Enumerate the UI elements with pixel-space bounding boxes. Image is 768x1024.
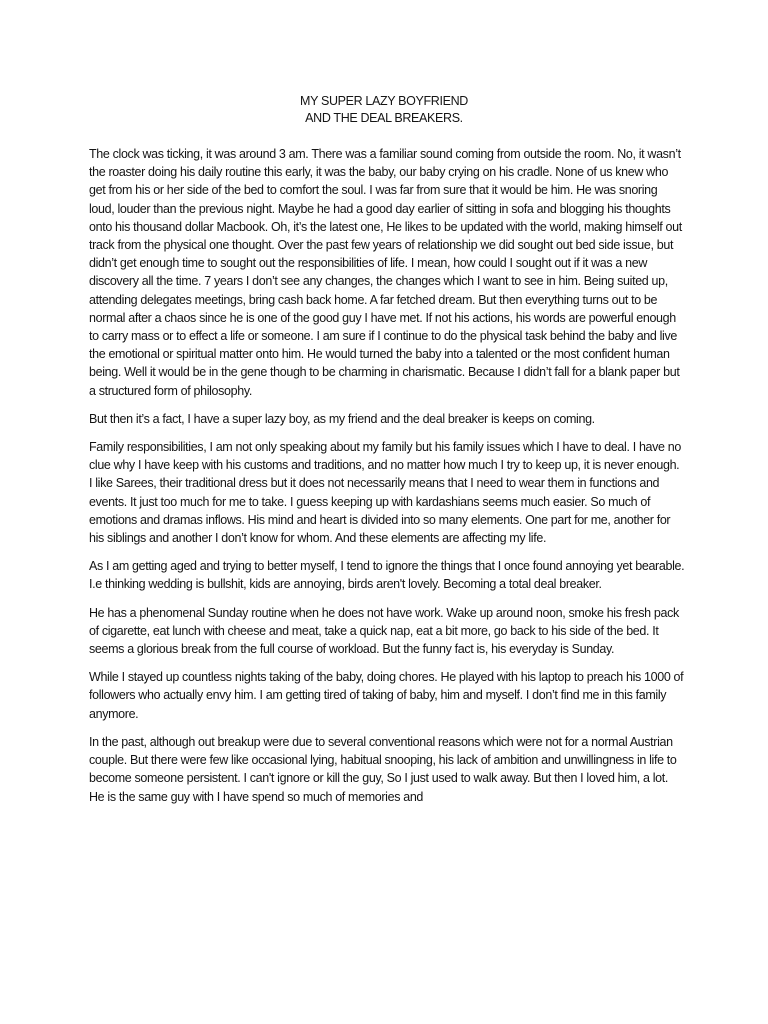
paragraph-7: In the past, although out breakup were due to several conventional reasons which were not for a normal Austrian couple. But there were few like occasional lying, habitual snooping, his lack of ambition and unwillingness in life to become someone persistent. I can't ignore or kill the guy, So I just used to walk away. But then I loved him, a lot. He is the same guy with I have spend so much of memories and: [89, 734, 677, 804]
paragraph-3: Family responsibilities, I am not only speaking about my family but his family issues which I have to deal. I have no clue why I have keep with his customs and traditions, and no matter how much I try to keep up, it is never enough. I like Sarees, their traditional dress but it does not necessarily means that I need to wear them in functions and events. It just too much for me to take. I guess keeping up with kardashians seems much easier. So much of emotions and dramas inflows. His mind and heart is divided into so many elements. One part for me, another for his siblings and another I don’t know for whom. And these elements are affecting my life.: [89, 440, 681, 546]
title-line-2: AND THE DEAL BREAKERS.: [305, 111, 463, 125]
document-body: [89, 145, 685, 1005]
paragraph-2: But then it’s a fact, I have a super lazy boy, as my friend and the deal breaker is keeps on coming.: [89, 411, 595, 426]
document-title: [0, 93, 768, 127]
paragraph-6: While I stayed up countless nights taking of the baby, doing chores. He played with his laptop to preach his 1000 of followers who actually envy him. I am getting tired of taking of baby, him and myself. I don’t find me in this family anymore.: [89, 670, 684, 721]
paragraph-5: He has a phenomenal Sunday routine when he does not have work. Wake up around noon, smoke his fresh pack of cigarette, eat lunch with cheese and meat, take a quick nap, eat a bit more, go back to his side of the bed. It seems a glorious break from the full course of workload. But the funny fact is, his everyday is Sunday.: [89, 605, 679, 657]
paragraph-1: The clock was ticking, it was around 3 am. There was a familiar sound coming from outside the room. No, it wasn’t the roaster doing his daily routine this early, it was the baby, our baby crying on his cradle. None of us knew who get from his or her side of the bed to comfort the soul. I was far from sure that it would be him. He was snoring loud, louder than the previous night. Maybe he had a good day earlier of sitting in sofa and blogging his thoughts onto his thousand dollar Macbook. Oh, it’s the latest one, He likes to be updated with the world, making himself out track from the physical one thought. Over the past few years of relationship we did sought out bed side issue, but didn’t get enough time to sought out the responsibilities of life. I mean, how could I sought out if it was a new discovery all the time. 7 years I don’t see any changes, the changes which I want to see in him. Being suited up, attending delegates meetings, bring cash back home. A far fetched dream. But then everything turns out to be normal after a chaos since he is one of the good guy I have met. If not his actions, his words are powerful enough to carry mass or to effect a life or someone. I am sure if I continue to do the physical task behind the baby and live the emotional or spiritual matter onto him. He would turned the baby into a talented or the most confident human being. Well it would be in the gene though to be charming in charismatic. Because I didn’t fall for a blank paper but a structured form of philosophy.: [89, 147, 682, 398]
paragraph-4: As I am getting aged and trying to better myself, I tend to ignore the things that I once found annoying yet bearable. I.e thinking wedding is bullshit, kids are annoying, birds aren't lovely. Becoming a total deal breaker.: [89, 559, 685, 592]
title-line-1: MY SUPER LAZY BOYFRIEND: [300, 94, 468, 108]
